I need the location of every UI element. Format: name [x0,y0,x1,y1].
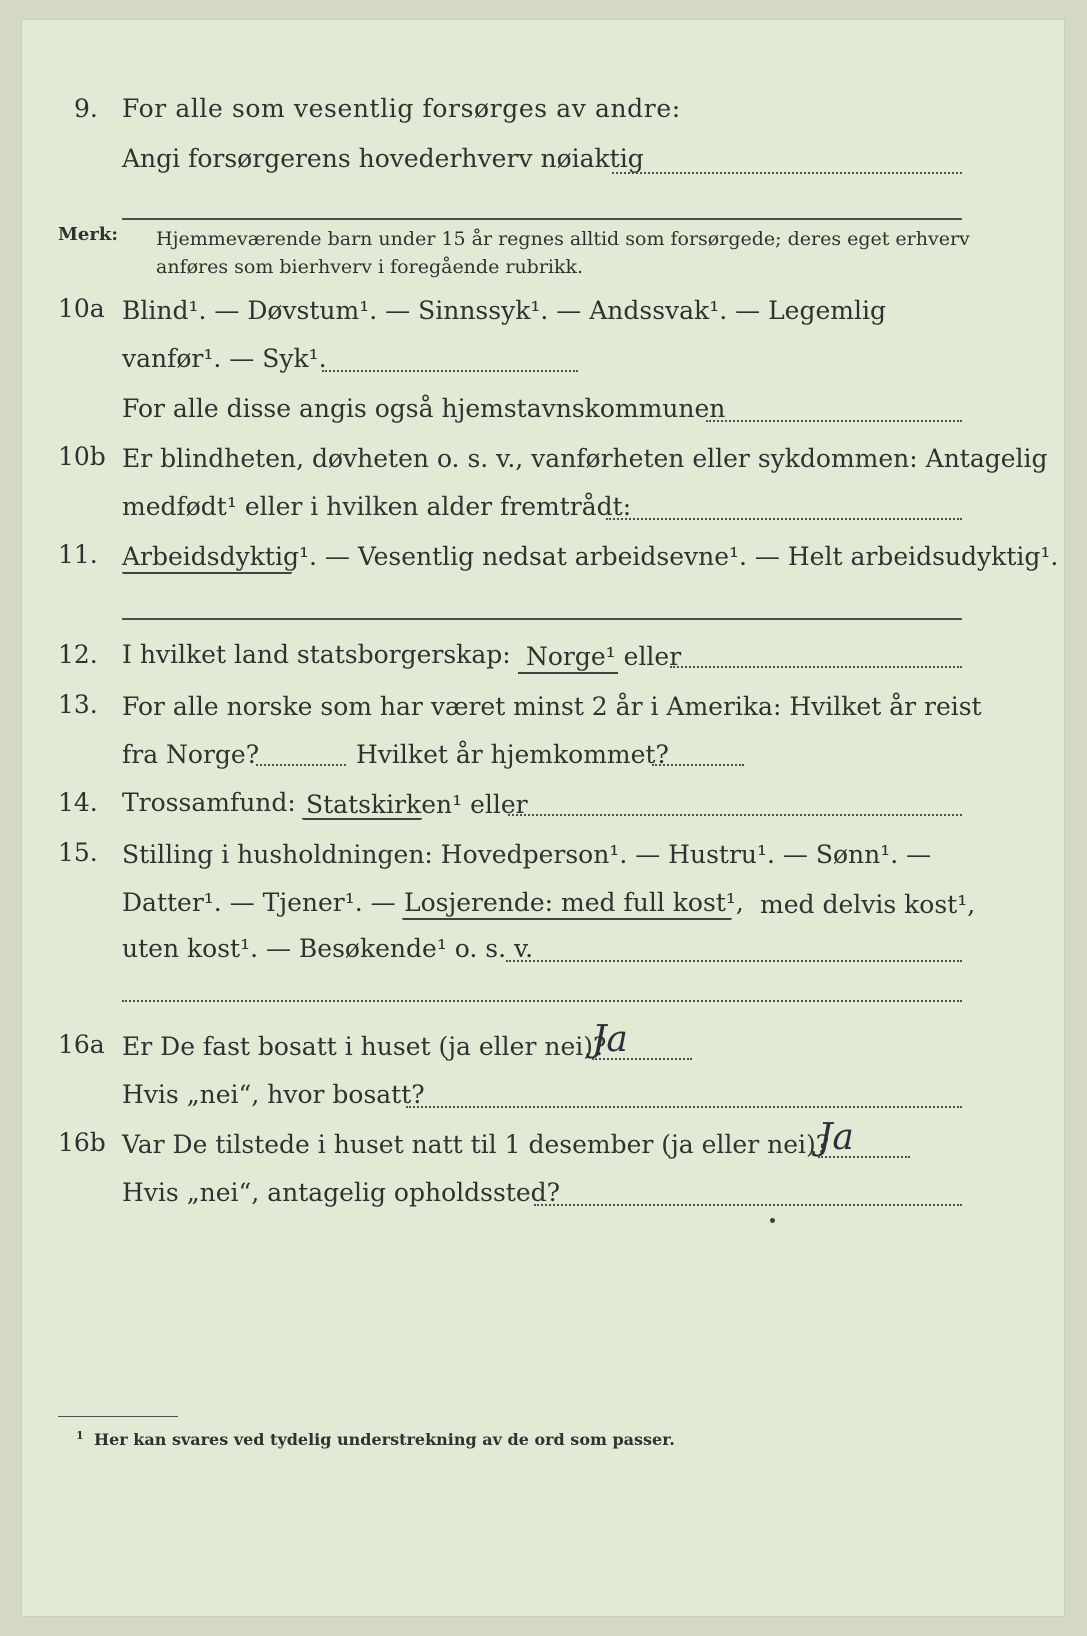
q14-underline-statskirken [302,818,422,820]
census-form-page [22,20,1064,1616]
q10b-answer-line [606,518,962,520]
q14-line1: Trossamfund: [122,788,296,817]
footnote-text: Her kan svares ved tydelig understrekning av de ord som passer. [94,1430,675,1449]
q14-number: 14. [58,788,98,817]
q15-line3: uten kost¹. — Besøkende¹ o. s. v. [122,934,534,963]
q9-line1: For alle som vesentlig forsørges av andre: [122,94,681,123]
q15-answer-line [506,960,962,962]
q14-answer-line [508,814,962,816]
q11-answer-line [122,618,962,620]
q16b-opholdssted-line [534,1204,962,1206]
q10a-line2: vanfør¹. — Syk¹. [122,344,327,373]
q13-number: 13. [58,690,98,719]
q15-line2c: med delvis kost¹, [760,890,976,919]
q16a-line2: Hvis „nei“, hvor bosatt? [122,1080,425,1109]
q16a-line1: Er De fast bosatt i huset (ja eller nei)? [122,1032,607,1061]
q15-line1: Stilling i husholdningen: Hovedperson¹. — Hustru¹. — Sønn¹. — [122,840,932,869]
q11-number: 11. [58,540,98,569]
q16b-answer-line [818,1156,910,1158]
q10b-line1: Er blindheten, døvheten o. s. v., vanførheten eller sykdommen: Antagelig [122,444,1048,473]
q11-underline-arbeidsdyktig [122,572,292,574]
q14-answer: Statskirken¹ eller [306,790,528,819]
merk-label: Merk: [58,224,118,245]
q12-answer: Norge¹ eller [526,642,682,671]
q13-hjemkommet-line [652,764,744,766]
q15-number: 15. [58,838,98,867]
q15-underline-losjerende [402,918,732,920]
footnote-rule [58,1416,178,1417]
q10b-number: 10b [58,442,106,471]
q12-line1: I hvilket land statsborgerskap: [122,640,511,669]
q10a-answer-line [322,370,578,372]
q10a-line1: Blind¹. — Døvstum¹. — Sinnssyk¹. — Andssvak¹. — Legemlig [122,296,886,325]
q9-answer-line-2 [122,218,962,220]
q16a-bosatt-line [406,1106,962,1108]
q10a-line3: For alle disse angis også hjemstavnskommunen [122,394,726,423]
q16a-answer-line [592,1058,692,1060]
merk-line1: Hjemmeværende barn under 15 år regnes alltid som forsørgede; deres eget erhverv [156,228,970,250]
q9-number: 9. [74,94,98,123]
q16a-number: 16a [58,1030,105,1059]
q12-underline-norge [518,672,618,674]
q13-reist-line [256,764,346,766]
q16b-number: 16b [58,1128,106,1157]
q16a-handwritten-answer: Ja [592,1019,628,1060]
q16b-handwritten-answer: Ja [818,1117,854,1158]
q9-line2: Angi forsørgerens hovederhverv nøiaktig [122,144,644,173]
q10a-number: 10a [58,294,105,323]
q12-answer-line [670,666,962,668]
merk-line2: anføres som bierhverv i foregående rubrikk. [156,256,584,278]
q13-line2b: Hvilket år hjemkommet? [356,740,669,769]
q13-line1: For alle norske som har været minst 2 år i Amerika: Hvilket år reist [122,692,982,721]
ink-dot [770,1218,775,1223]
footnote-mark: 1 [76,1429,84,1442]
q11-line1: Arbeidsdyktig¹. — Vesentlig nedsat arbeidsevne¹. — Helt arbeidsudyktig¹. [122,542,1059,571]
q10a-kommune-line [706,420,962,422]
q16b-line1: Var De tilstede i huset natt til 1 desember (ja eller nei)? [122,1130,830,1159]
q12-number: 12. [58,640,98,669]
q13-line2a: fra Norge? [122,740,260,769]
q15-answer-line-2 [122,1000,962,1002]
q16b-line2: Hvis „nei“, antagelig opholdssted? [122,1178,561,1207]
q15-line2b: Losjerende: med full kost¹, [404,888,744,917]
q10b-line2: medfødt¹ eller i hvilken alder fremtrådt: [122,492,632,521]
q9-answer-line [612,172,962,174]
q15-line2a: Datter¹. — Tjener¹. — [122,888,396,917]
